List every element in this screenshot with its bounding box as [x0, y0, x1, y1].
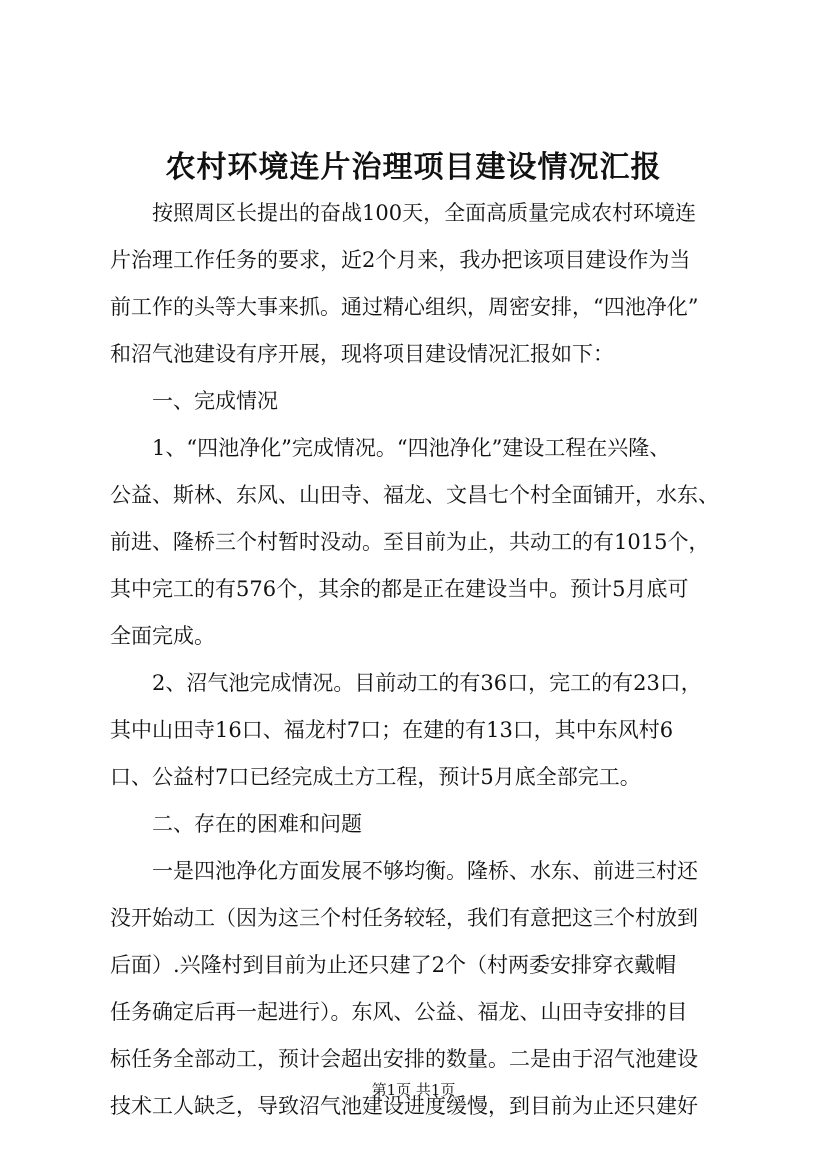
body-line: 2、沼气池完成情况。目前动工的有36口，完工的有23口，	[152, 671, 702, 695]
body-line: 按照周区长提出的奋战100天，全面高质量完成农村环境连	[152, 201, 697, 225]
section-heading: 一、完成情况	[152, 389, 278, 413]
section-heading: 二、存在的困难和问题	[152, 812, 362, 836]
body-line: 1、“四池净化”完成情况。“四池净化”建设工程在兴隆、	[152, 436, 671, 460]
body-line: 技术工人缺乏，导致沼气池建设进度缓慢，到目前为止还只建好	[110, 1094, 698, 1118]
body-line: 片治理工作任务的要求，近2个月来，我办把该项目建设作为当	[110, 248, 691, 272]
body-line: 后面）.兴隆村到目前为止还只建了2个（村两委安排穿衣戴帽	[110, 953, 677, 977]
body-line: 任务确定后再一起进行）。东风、公益、福龙、山田寺安排的目	[110, 1000, 688, 1024]
body-line: 口、公益村7口已经完成土方工程，预计5月底全部完工。	[110, 765, 641, 789]
body-line: 其中完工的有576个，其余的都是正在建设当中。预计5月底可	[110, 577, 689, 601]
body-line: 没开始动工（因为这三个村任务较轻，我们有意把这三个村放到	[110, 906, 698, 930]
body-line: 全面完成。	[110, 624, 215, 648]
body-line: 前进、隆桥三个村暂时没动。至目前为止，共动工的有1015个，	[110, 530, 710, 554]
body-line: 和沼气池建设有序开展，现将项目建设情况汇报如下：	[110, 342, 614, 366]
page-footer: 第1页 共1页	[371, 1081, 456, 1099]
body-line: 前工作的头等大事来抓。通过精心组织，周密安排，“四池净化”	[110, 295, 699, 319]
body-line: 一是四池净化方面发展不够均衡。隆桥、水东、前进三村还	[152, 859, 698, 883]
document-body	[110, 190, 750, 1130]
body-line: 标任务全部动工，预计会超出安排的数量。二是由于沼气池建设	[110, 1047, 698, 1071]
document-title: 农村环境连片治理项目建设情况汇报	[165, 150, 662, 185]
body-line: 公益、斯林、东风、山田寺、福龙、文昌七个村全面铺开，水东、	[110, 483, 719, 507]
body-line: 其中山田寺16口、福龙村7口；在建的有13口，其中东风村6	[110, 718, 674, 742]
